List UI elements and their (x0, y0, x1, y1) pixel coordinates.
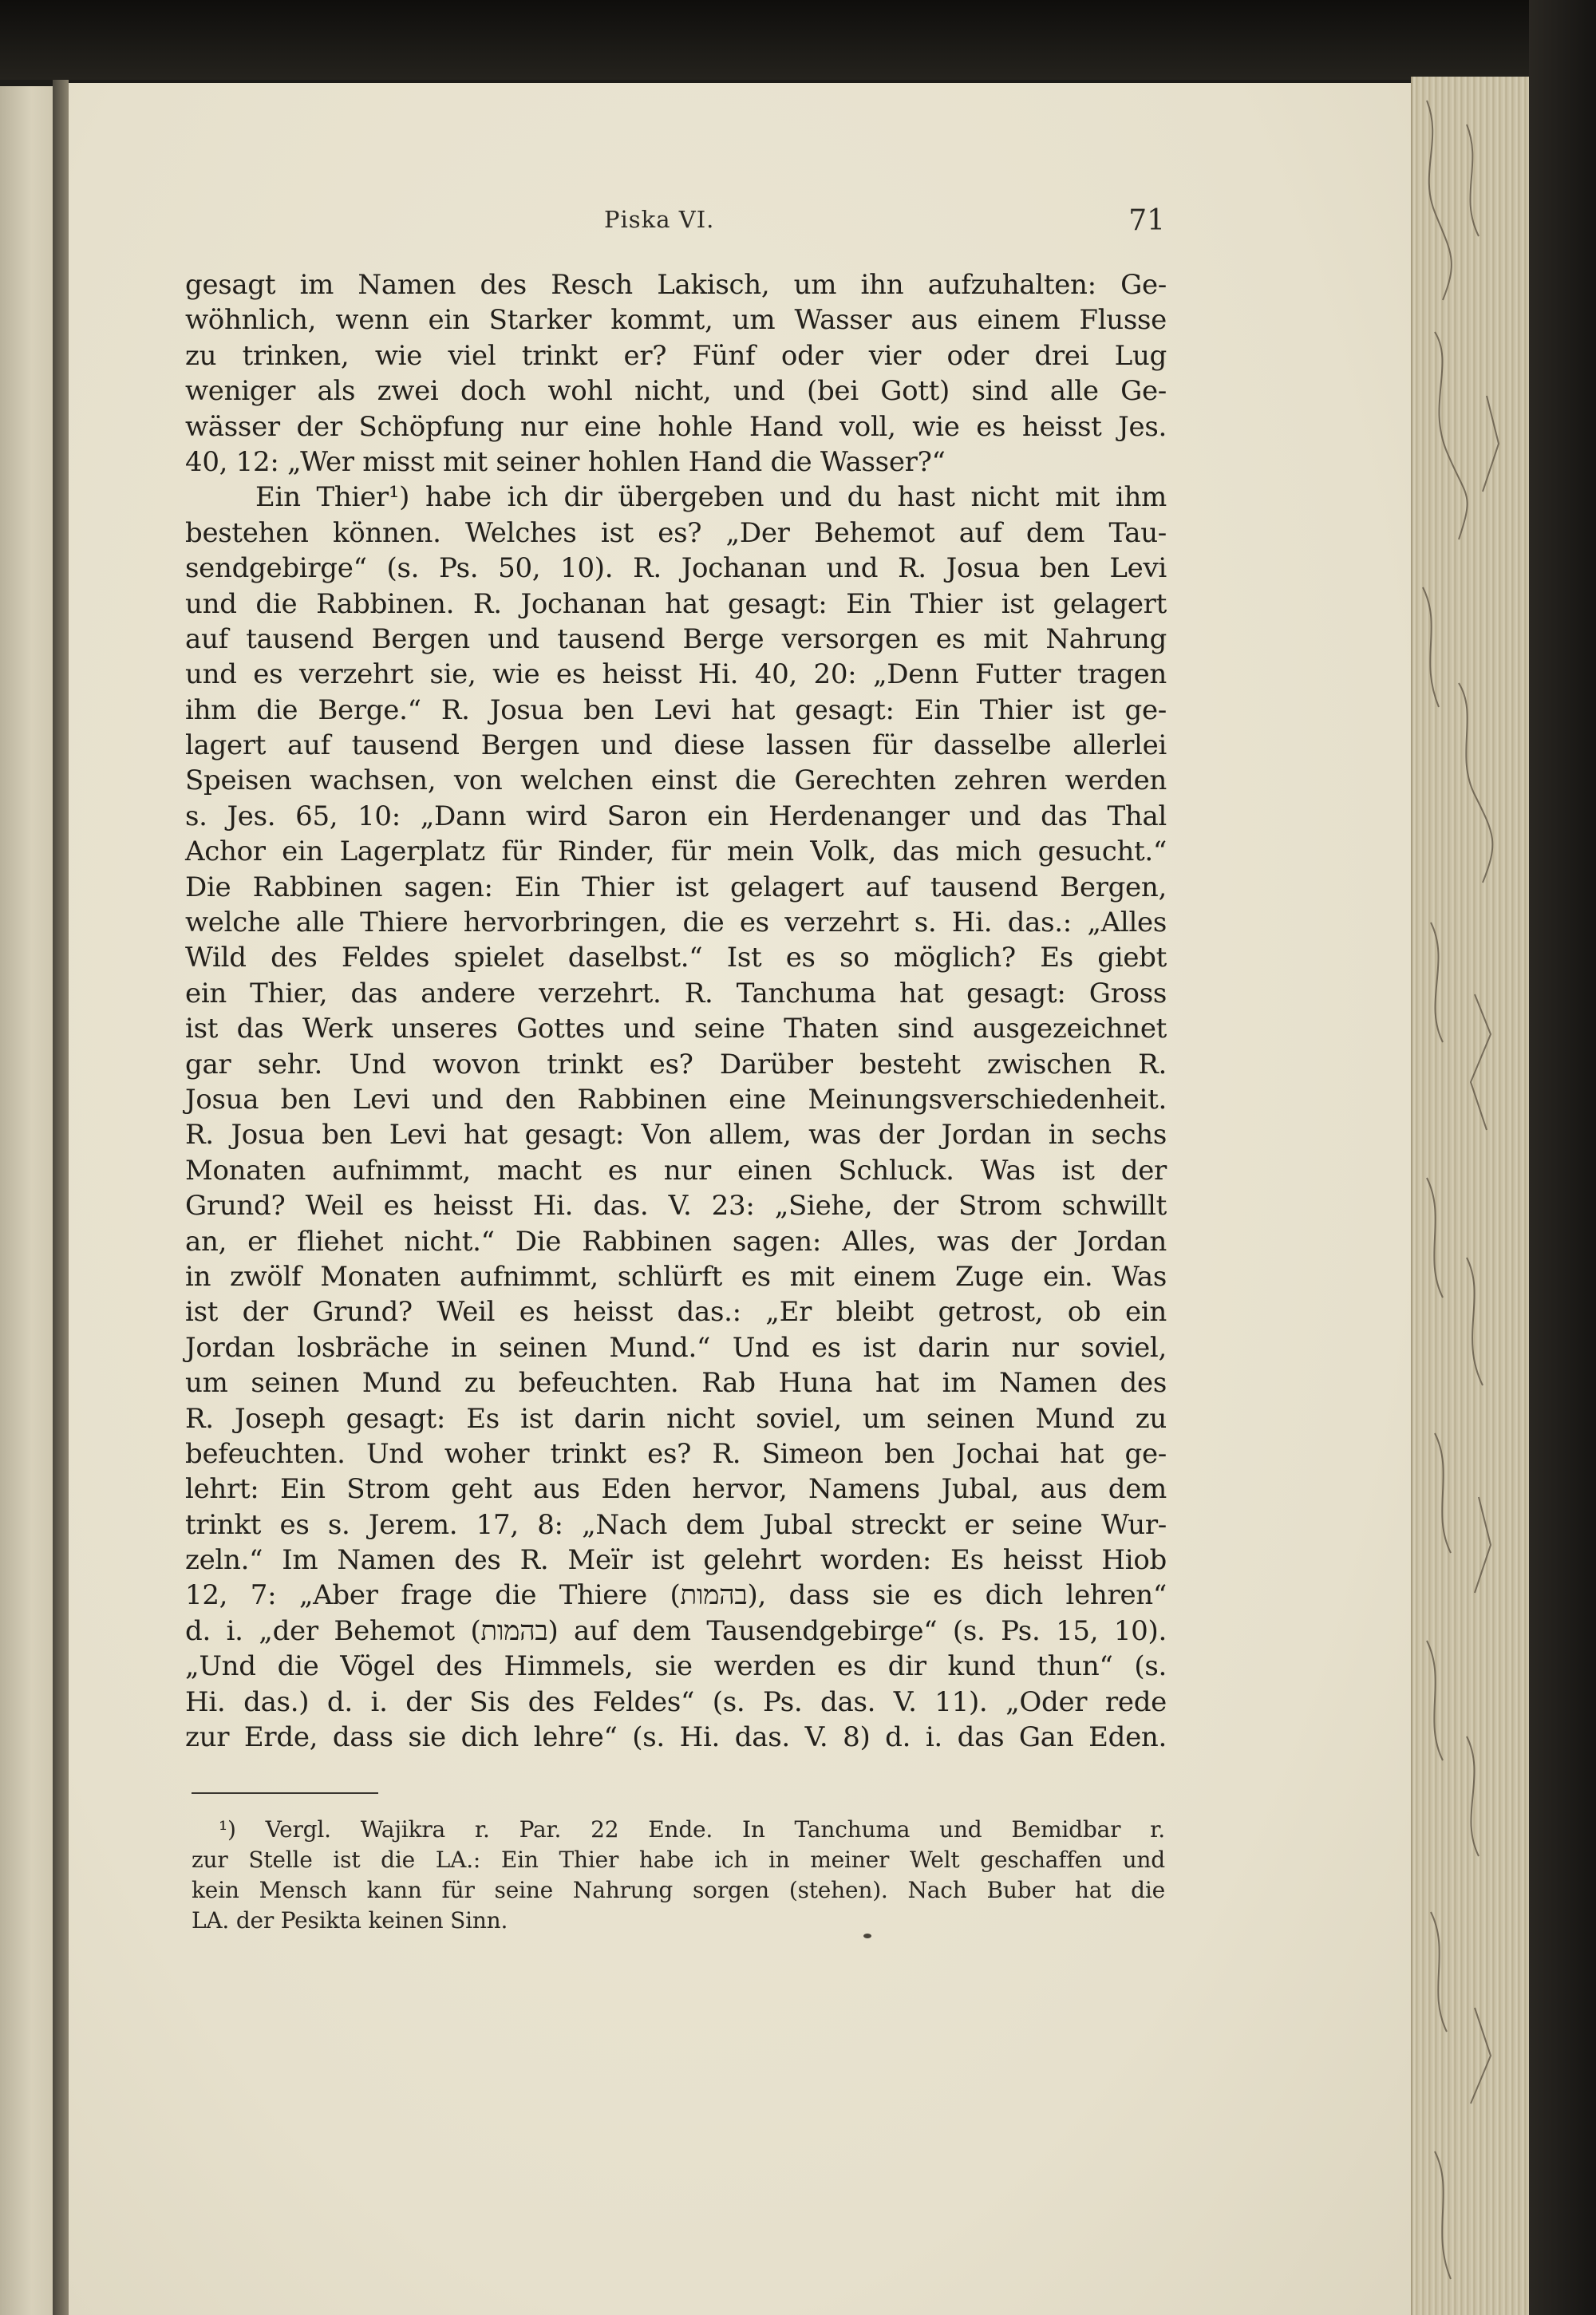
body-text (185, 267, 1167, 1755)
text-line: Josua ben Levi und den Rabbinen eine Meinungsverschiedenheit. (185, 1083, 1167, 1116)
text-line: und die Rabbinen. R. Jochanan hat gesagt: Ein Thier ist gelagert (185, 587, 1167, 620)
text-line: an, er fliehet nicht.“ Die Rabbinen sagen: Alles, was der Jordan (185, 1225, 1167, 1258)
footnotes (192, 1815, 1165, 1936)
text-line: Ein Thier¹) habe ich dir übergeben und du hast nicht mit ihm (255, 481, 1167, 514)
section-title: Piska VI. (604, 206, 715, 233)
footnote-line: LA. der Pesikta keinen Sinn. (192, 1907, 508, 1934)
text-line: befeuchten. Und woher trinkt es? R. Simeon ben Jochai hat ge- (185, 1437, 1167, 1470)
text-line: d. i. „der Behemot (בהמות) auf dem Tausendgebirge“ (s. Ps. 15, 10). (185, 1614, 1167, 1647)
text-line: weniger als zwei doch wohl nicht, und (bei Gott) sind alle Ge- (185, 375, 1167, 408)
footnote-line: kein Mensch kann für seine Nahrung sorgen (stehen). Nach Buber hat die (192, 1877, 1165, 1903)
text-line: welche alle Thiere hervorbringen, die es verzehrt s. Hi. das.: „Alles (185, 907, 1167, 939)
text-line: R. Josua ben Levi hat gesagt: Von allem, was der Jordan in sechs (185, 1119, 1167, 1152)
text-line: ihm die Berge.“ R. Josua ben Levi hat gesagt: Ein Thier ist ge- (185, 693, 1167, 726)
text-line: trinkt es s. Jerem. 17, 8: „Nach dem Jubal streckt er seine Wur- (185, 1508, 1167, 1541)
text-line: lagert auf tausend Bergen und diese lassen für dasselbe allerlei (185, 729, 1167, 762)
footnote-line: zur Stelle ist die LA.: Ein Thier habe ich in meiner Welt geschaffen und (192, 1847, 1165, 1873)
text-line: 40, 12: „Wer misst mit seiner hohlen Hand die Wasser?“ (185, 445, 946, 478)
text-line: zeln.“ Im Namen des R. Meïr ist gelehrt worden: Es heisst Hiob (185, 1544, 1167, 1577)
text-line: ist der Grund? Weil es heisst das.: „Er bleibt getrost, ob ein (185, 1296, 1167, 1329)
footnote-divider (192, 1792, 378, 1794)
text-line: Achor ein Lagerplatz für Rinder, für mein Volk, das mich gesucht.“ (185, 836, 1167, 868)
running-head (184, 206, 1165, 238)
text-line: „Und die Vögel des Himmels, sie werden es dir kund thun“ (s. (185, 1650, 1167, 1683)
text-line: in zwölf Monaten aufnimmt, schlürft es mit einem Zuge ein. Was (185, 1260, 1167, 1293)
text-line: ein Thier, das andere verzehrt. R. Tanchuma hat gesagt: Gross (185, 977, 1167, 1009)
ink-spot (863, 1934, 871, 1938)
text-line: Speisen wachsen, von welchen einst die Gerechten zehren werden (185, 764, 1167, 797)
text-line: zu trinken, wie viel trinkt er? Fünf oder vier oder drei Lug (185, 339, 1167, 372)
text-line: 12, 7: „Aber frage die Thiere (בהמות), dass sie es dich lehren“ (185, 1579, 1167, 1612)
text-line: sendgebirge“ (s. Ps. 50, 10). R. Jochanan und R. Josua ben Levi (185, 552, 1167, 585)
text-line: auf tausend Bergen und tausend Berge versorgen es mit Nahrung (185, 622, 1167, 655)
text-line: gar sehr. Und wovon trinkt es? Darüber besteht zwischen R. (185, 1048, 1167, 1080)
text-line: R. Joseph gesagt: Es ist darin nicht soviel, um seinen Mund zu (185, 1402, 1167, 1435)
text-line: Die Rabbinen sagen: Ein Thier ist gelagert auf tausend Bergen, (185, 871, 1167, 903)
text-line: ist das Werk unseres Gottes und seine Thaten sind ausgezeichnet (185, 1013, 1167, 1045)
page-number: 71 (1128, 204, 1165, 237)
text-line: um seinen Mund zu befeuchten. Rab Huna hat im Namen des (185, 1367, 1167, 1400)
previous-page-edge (0, 86, 53, 2315)
text-line: lehrt: Ein Strom geht aus Eden hervor, Namens Jubal, aus dem (185, 1473, 1167, 1506)
text-line: Grund? Weil es heisst Hi. das. V. 23: „Siehe, der Strom schwillt (185, 1190, 1167, 1223)
text-line: zur Erde, dass sie dich lehre“ (s. Hi. das. V. 8) d. i. das Gan Eden. (185, 1721, 1167, 1754)
text-line: bestehen können. Welches ist es? „Der Behemot auf dem Tau- (185, 516, 1167, 549)
edge-marbling (1411, 77, 1523, 2315)
book-cover-right (1529, 0, 1596, 2315)
footnote-line: ¹) Vergl. Wajikra r. Par. 22 Ende. In Tanchuma und Bemidbar r. (219, 1816, 1165, 1843)
text-line: Hi. das.) d. i. der Sis des Feldes“ (s. Ps. das. V. 11). „Oder rede (185, 1685, 1167, 1718)
text-line: Wild des Feldes spielet daselbst.“ Ist es so möglich? Es giebt (185, 942, 1167, 974)
text-line: Jordan losbräche in seinen Mund.“ Und es ist darin nur soviel, (185, 1331, 1167, 1364)
text-line: gesagt im Namen des Resch Lakisch, um ihn aufzuhalten: Ge- (185, 269, 1167, 301)
text-line: wöhnlich, wenn ein Starker kommt, um Wasser aus einem Flusse (185, 304, 1167, 337)
text-line: und es verzehrt sie, wie es heisst Hi. 40, 20: „Denn Futter tragen (185, 658, 1167, 691)
text-line: wässer der Schöpfung nur eine hohle Hand voll, wie es heisst Jes. (185, 410, 1167, 443)
text-line: s. Jes. 65, 10: „Dann wird Saron ein Herdenanger und das Thal (185, 800, 1167, 832)
book-cover-top (0, 0, 1596, 80)
text-line: Monaten aufnimmt, macht es nur einen Schluck. Was ist der (185, 1154, 1167, 1187)
book-gutter (53, 80, 69, 2315)
